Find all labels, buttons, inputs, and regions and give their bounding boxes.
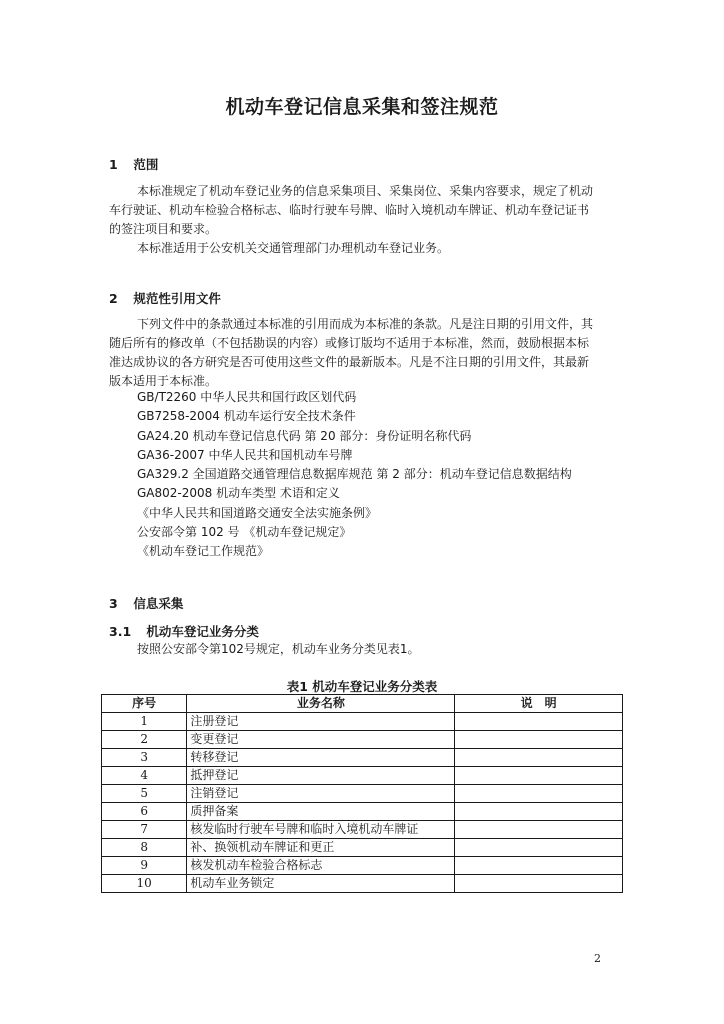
row-note: [455, 839, 623, 857]
row-business-name: 质押备案: [187, 803, 455, 821]
section-1-line-4: 本标准适用于公安机关交通管理部门办理机动车登记业务。: [137, 241, 450, 255]
row-note: [455, 875, 623, 893]
row-business-name: 机动车业务锁定: [187, 875, 455, 893]
row-number: 7: [102, 821, 187, 839]
section-3-number: 3: [109, 596, 118, 611]
row-number: 9: [102, 857, 187, 875]
table-row: [102, 821, 623, 839]
section-3-heading: [109, 594, 183, 612]
section-3-1-heading: [109, 622, 259, 640]
reference-item: 《中华人民共和国道路交通安全法实施条例》: [137, 505, 378, 520]
row-note: [455, 821, 623, 839]
row-business-name: 注册登记: [187, 713, 455, 731]
section-2-heading: [109, 289, 221, 307]
section-1-heading: [109, 155, 158, 173]
table-row: [102, 875, 623, 893]
section-2-line-3: 准达成协议的各方研究是否可使用这些文件的最新版本。凡是不注日期的引用文件，其最新: [109, 355, 590, 369]
table-row: [102, 767, 623, 785]
row-number: 1: [102, 713, 187, 731]
section-3-1-number: 3.1: [109, 624, 132, 639]
row-note: [455, 857, 623, 875]
row-note: [455, 785, 623, 803]
reference-item: GA36-2007 中华人民共和国机动车号牌: [137, 447, 353, 462]
header-note: 说 明: [455, 695, 623, 713]
reference-item: GA329.2 全国道路交通管理信息数据库规范 第 2 部分：机动车登记信息数据结构: [137, 467, 572, 482]
row-number: 5: [102, 785, 187, 803]
table-caption: 表1 机动车登记业务分类表: [286, 679, 438, 694]
document-title: 机动车登记信息采集和签注规范: [225, 96, 499, 118]
table-header-row: [102, 695, 623, 713]
row-number: 3: [102, 749, 187, 767]
row-note: [455, 767, 623, 785]
table-row: [102, 857, 623, 875]
business-category-table: [101, 694, 623, 893]
reference-item: GB/T2260 中华人民共和国行政区划代码: [137, 390, 357, 404]
section-2-number: 2: [109, 291, 118, 306]
row-note: [455, 731, 623, 749]
row-business-name: 核发机动车检验合格标志: [187, 857, 455, 875]
section-2-title: 规范性引用文件: [133, 291, 221, 306]
section-2-line-4: 版本适用于本标准。: [109, 374, 218, 388]
section-1-line-2: 车行驶证、机动车检验合格标志、临时行驶车号牌、临时入境机动车牌证、机动车登记证书: [109, 203, 590, 217]
section-1-line-1: 本标准规定了机动车登记业务的信息采集项目、采集岗位、采集内容要求，规定了机动: [137, 184, 594, 198]
section-3-1-title: 机动车登记业务分类: [146, 624, 259, 639]
page-number: 2: [594, 952, 601, 965]
row-number: 10: [102, 875, 187, 893]
row-note: [455, 749, 623, 767]
row-business-name: 转移登记: [187, 749, 455, 767]
row-business-name: 注销登记: [187, 785, 455, 803]
table-row: [102, 839, 623, 857]
section-3-1-line-1: 按照公安部令第102号规定，机动车业务分类见表1。: [137, 642, 420, 656]
row-number: 2: [102, 731, 187, 749]
reference-list: [137, 388, 572, 562]
header-business-name: 业务名称: [187, 695, 455, 713]
table-row: [102, 803, 623, 821]
reference-item: GA802-2008 机动车类型 术语和定义: [137, 486, 340, 501]
section-1-number: 1: [109, 157, 118, 172]
row-business-name: 抵押登记: [187, 767, 455, 785]
row-business-name: 核发临时行驶车号牌和临时入境机动车牌证: [187, 821, 455, 839]
reference-item: GA24.20 机动车登记信息代码 第 20 部分：身份证明名称代码: [137, 428, 472, 443]
section-1-line-3: 的签注项目和要求。: [109, 222, 218, 236]
table-row: [102, 785, 623, 803]
table-row: [102, 731, 623, 749]
section-1-title: 范围: [133, 157, 159, 172]
reference-item: GB7258-2004 机动车运行安全技术条件: [137, 409, 356, 424]
row-number: 6: [102, 803, 187, 821]
section-3-title: 信息采集: [133, 596, 184, 611]
row-number: 8: [102, 839, 187, 857]
section-2-line-1: 下列文件中的条款通过本标准的引用而成为本标准的条款。凡是注日期的引用文件，其: [137, 317, 594, 331]
row-note: [455, 803, 623, 821]
row-note: [455, 713, 623, 731]
table-row: [102, 713, 623, 731]
row-business-name: 变更登记: [187, 731, 455, 749]
header-serial: 序号: [102, 695, 187, 713]
reference-item: 《机动车登记工作规范》: [137, 544, 270, 559]
section-2-line-2: 随后所有的修改单（不包括勘误的内容）或修订版均不适用于本标准，然而，鼓励根据本标: [109, 336, 590, 350]
row-number: 4: [102, 767, 187, 785]
row-business-name: 补、换领机动车牌证和更正: [187, 839, 455, 857]
table-row: [102, 749, 623, 767]
reference-item: 公安部令第 102 号 《机动车登记规定》: [137, 525, 352, 540]
